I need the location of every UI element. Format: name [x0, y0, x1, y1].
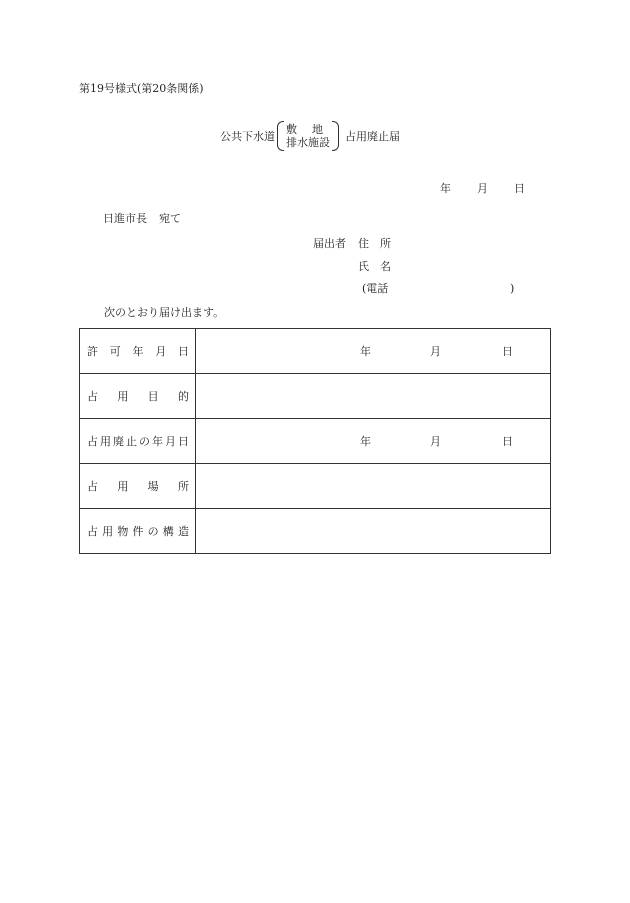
year-label: 年 — [360, 435, 371, 448]
location-field[interactable] — [196, 464, 551, 509]
row-label-permit-date — [80, 329, 196, 374]
document-title — [220, 120, 400, 152]
month-label: 月 — [430, 435, 441, 448]
addressee — [103, 212, 181, 226]
label-char: 用 — [100, 435, 111, 448]
label-char: 用 — [102, 525, 114, 538]
table-row — [80, 419, 551, 464]
label-char: 月 — [165, 435, 176, 448]
row-label-purpose — [80, 374, 196, 419]
purpose-field[interactable] — [196, 374, 551, 419]
bracket-option-1-char: 地 — [312, 123, 324, 136]
addressee-recipient: 日進市長 — [103, 212, 147, 225]
label-char: 日 — [178, 435, 189, 448]
right-bracket — [332, 121, 339, 151]
label-char: 止 — [126, 435, 137, 448]
label-char: 占 — [87, 525, 98, 538]
row-label-location — [80, 464, 196, 509]
submission-date — [440, 180, 525, 196]
label-char: 許 — [87, 345, 98, 358]
label-char: 可 — [109, 345, 121, 358]
label-char: 用 — [117, 480, 129, 493]
label-char: 構 — [162, 525, 174, 538]
label-char: 日 — [178, 345, 189, 358]
title-prefix: 公共下水道 — [220, 130, 275, 143]
intro-text: 次のとおり届け出ます。 — [104, 306, 225, 319]
row-label-structure — [80, 509, 196, 554]
label-char: の — [139, 435, 150, 448]
label-char: 場 — [147, 480, 159, 493]
applicant-label: 届出者 — [313, 237, 346, 250]
label-char: 物 — [117, 525, 129, 538]
label-char: 造 — [177, 525, 189, 538]
label-char: 的 — [177, 390, 189, 403]
label-char: 年 — [152, 435, 163, 448]
title-bracket-options — [277, 121, 339, 151]
label-char: 目 — [147, 390, 159, 403]
bracket-option-2: 排水施設 — [286, 136, 330, 149]
bracket-lines — [284, 123, 332, 149]
day-label: 日 — [502, 435, 513, 448]
structure-field[interactable] — [196, 509, 551, 554]
phone-close-paren: ) — [510, 282, 515, 295]
form-number: 第19号様式(第20条関係) — [79, 82, 204, 95]
label-char: 所 — [177, 480, 189, 493]
label-char: 占 — [87, 480, 98, 493]
label-char: 月 — [155, 345, 167, 358]
date-day-label: 日 — [514, 182, 525, 195]
label-char: の — [147, 525, 159, 538]
label-char: 占 — [87, 390, 98, 403]
label-char: 件 — [132, 525, 144, 538]
row-label-abolition-date — [80, 419, 196, 464]
table-row — [80, 329, 551, 374]
address-label: 住 所 — [358, 237, 391, 250]
date-month-label: 月 — [477, 182, 488, 195]
label-char: 廃 — [113, 435, 124, 448]
abolition-date-field[interactable] — [196, 419, 551, 464]
bracket-option-1-char: 敷 — [286, 123, 298, 136]
table-row — [80, 509, 551, 554]
month-label: 月 — [430, 345, 441, 358]
day-label: 日 — [502, 345, 513, 358]
title-suffix: 占用廃止届 — [345, 130, 400, 143]
label-char: 占 — [87, 435, 98, 448]
date-year-label: 年 — [440, 182, 451, 195]
permit-date-field[interactable] — [196, 329, 551, 374]
table-row — [80, 464, 551, 509]
phone-label: (電話 — [362, 282, 389, 295]
label-char: 用 — [117, 390, 129, 403]
label-char: 年 — [132, 345, 144, 358]
name-label: 氏 名 — [358, 260, 391, 273]
bracket-option-1 — [286, 123, 330, 136]
addressee-suffix: 宛て — [159, 212, 181, 225]
year-label: 年 — [360, 345, 371, 358]
left-bracket — [277, 121, 284, 151]
table-row — [80, 374, 551, 419]
form-table — [79, 328, 551, 554]
